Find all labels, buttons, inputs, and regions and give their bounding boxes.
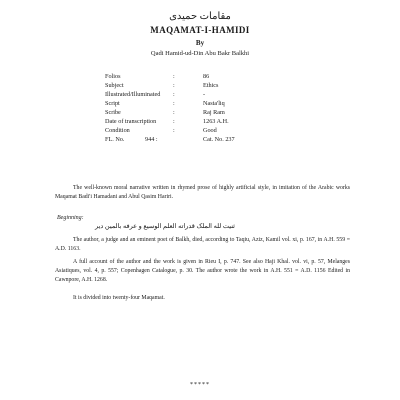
meta-value: 1263 A.H. [203, 118, 229, 125]
meta-key: FL. No. [105, 136, 125, 143]
meta-value: 86 [203, 73, 210, 80]
author-note: The author, a judge and an eminent poet of Balkh, died, according to Taqiu, Aziz, Kamil vol. xi, p. 167, in A.H. 559 = A.D. 1163. [55, 237, 350, 252]
meta-key: Condition [105, 127, 130, 134]
meta-value: Raj Ram [203, 109, 225, 116]
meta-colon: : [173, 73, 175, 80]
meta-key: Illustrated/Illuminated [105, 91, 161, 98]
manuscript-title: MAQAMAT-I-HAMIDI [150, 25, 250, 35]
meta-colon: 944 : [145, 136, 158, 143]
beginning-label: Beginning: [57, 215, 84, 221]
meta-row-condition [105, 127, 345, 136]
meta-key: Subject [105, 82, 124, 89]
meta-colon: : [173, 127, 175, 134]
meta-key: Scribe [105, 109, 121, 116]
arabic-title: مقامات حمیدی [169, 11, 231, 22]
beginning-arabic: ثنیت لله الملک قدراته العلم الوسیع و عرفه بالمین دیر [95, 223, 235, 230]
meta-value: - [203, 91, 206, 98]
meta-row-script [105, 100, 345, 109]
meta-key: Folios [105, 73, 121, 80]
meta-key: Date of transcription [105, 118, 157, 125]
end-mark: ***** [190, 382, 210, 388]
meta-row-date [105, 118, 345, 127]
meta-row-subject [105, 82, 345, 91]
meta-key: Script [105, 100, 120, 107]
meta-colon: : [173, 100, 175, 107]
intro-paragraph: The well-known moral narrative written in rhymed prose of highly artificial style, in imitation of the Arabic works Maqamat Badi'i Hamadani and Abul Qasim Hariri. [55, 185, 350, 200]
author-name: Qadi Hamid-ud-Din Abu Bakr Balkhi [150, 50, 250, 57]
meta-value: Ethics [203, 82, 219, 89]
meta-row-folios [105, 73, 345, 82]
meta-value: Cat. No. 237 [203, 136, 235, 143]
meta-colon: : [173, 109, 175, 116]
by-label: By [195, 39, 205, 47]
meta-row-fl-no [105, 136, 345, 145]
meta-value: Good [203, 127, 217, 134]
meta-row-scribe [105, 109, 345, 118]
meta-colon: : [173, 118, 175, 125]
meta-value: Nasta'liq [203, 100, 225, 107]
meta-colon: : [173, 82, 175, 89]
division-note: It is divided into twenty-four Maqamat. [73, 295, 165, 301]
meta-row-illustrated [105, 91, 345, 100]
meta-colon: : [173, 91, 175, 98]
account-note: A full account of the author and the work is given in Rieu I, p. 747. See also Haji Khal. vol. vi, p. 57, Melanges Asiatiques, vol. 4, p. 557; Copenhagen Catalogue, p. 30. The author wrote the work in A.H. 551 = A.D. 1156 Edited in Cawnpore, A.H. 1268. [55, 259, 350, 283]
